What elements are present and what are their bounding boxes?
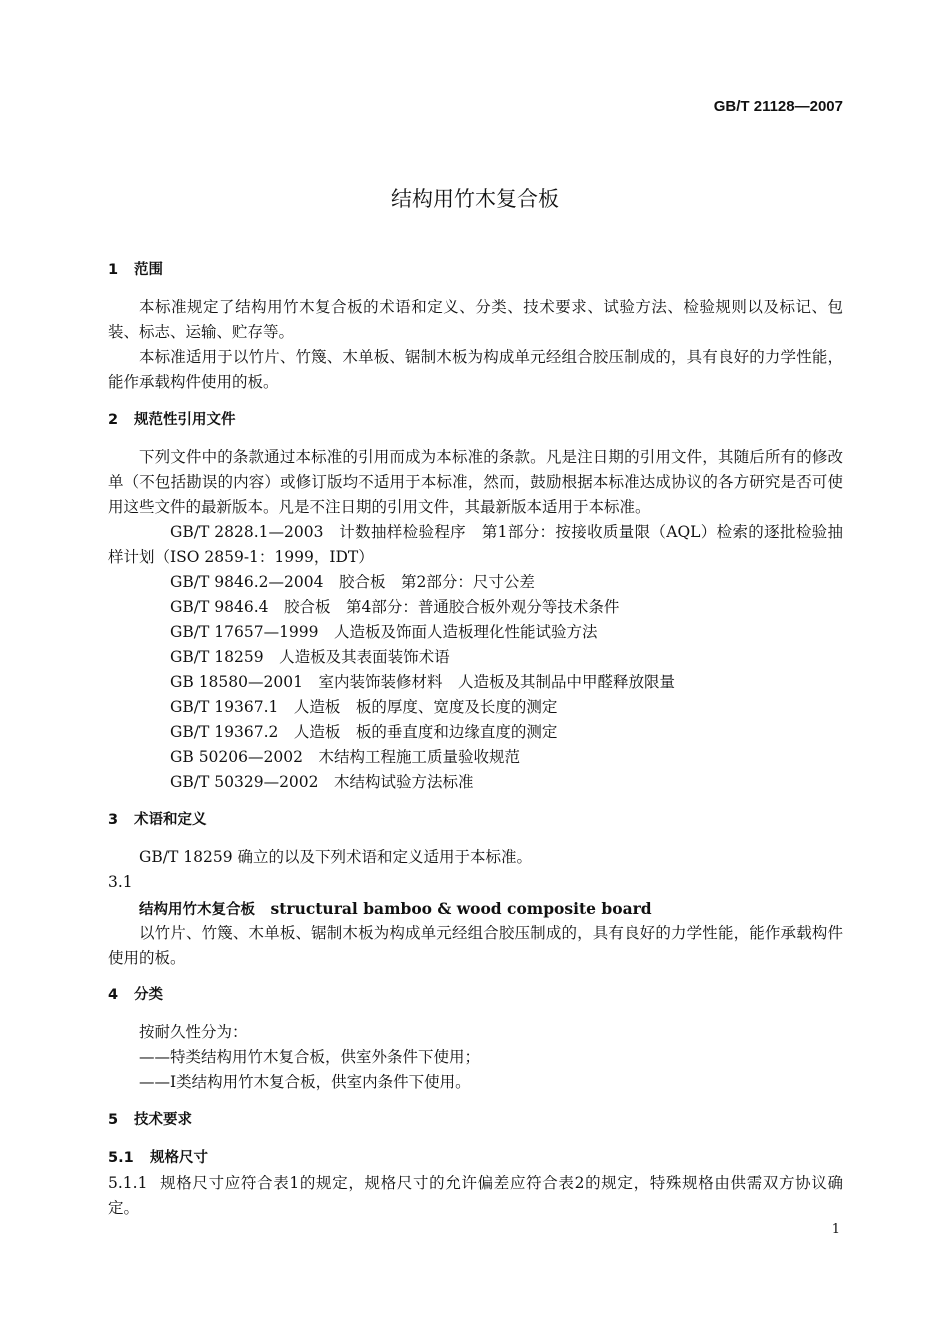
reference-item [108, 570, 843, 595]
section-title: 范围 [134, 262, 163, 278]
reference-code: GB/T 18259 [170, 648, 264, 666]
reference-item [108, 720, 843, 745]
subsection-heading [108, 1146, 843, 1171]
reference-item [108, 645, 843, 670]
reference-title: 木结构试验方法标准 [334, 773, 474, 791]
subsection-title: 规格尺寸 [150, 1150, 208, 1166]
document-title: 结构用竹木复合板 [391, 187, 559, 211]
subsection-number: 3.1 [108, 873, 133, 891]
section-5-heading [108, 1108, 843, 1133]
reference-item [108, 745, 843, 770]
reference-title: 人造板 板的垂直度和边缘直度的测定 [293, 723, 558, 741]
reference-title: 胶合板 第4部分：普通胶合板外观分等技术条件 [284, 598, 620, 616]
reference-title: 木结构工程施工质量验收规范 [318, 748, 520, 766]
standard-number: GB/T 21128—2007 [713, 98, 843, 115]
reference-code: GB/T 9846.2—2004 [170, 573, 324, 591]
reference-code: GB/T 19367.2 [170, 723, 279, 741]
section-title: 分类 [134, 987, 163, 1003]
list-item: ——Ⅰ类结构用竹木复合板，供室内条件下使用。 [139, 1073, 471, 1091]
reference-title: 室内装饰装修材料 人造板及其制品中甲醛释放限量 [318, 673, 675, 691]
reference-list [108, 520, 843, 795]
term-entry [108, 896, 874, 923]
section-number: 4 [108, 987, 119, 1003]
term-definition: 以竹片、竹篾、木单板、锯制木板为构成单元经组合胶压制成的，具有良好的力学性能，能作承载构件使用的板。 [108, 924, 843, 967]
reference-item [108, 695, 843, 720]
reference-code: GB/T 9846.4 [170, 598, 269, 616]
paragraph: 下列文件中的条款通过本标准的引用而成为本标准的条款。凡是注日期的引用文件，其随后所有的修改单（不包括勘误的内容）或修订版均不适用于本标准，然而，鼓励根据本标准达成协议的各方研究是否可使用这些文件的最新版本。凡是不注日期的引用文件，其最新版本适用于本标准。 [108, 448, 843, 516]
reference-code: GB 50206—2002 [170, 748, 303, 766]
paragraph: GB/T 18259 确立的以及下列术语和定义适用于本标准。 [139, 848, 532, 866]
section-number: 2 [108, 412, 119, 428]
reference-title: 人造板 板的厚度、宽度及长度的测定 [293, 698, 558, 716]
term-en: structural bamboo & wood composite board [270, 899, 652, 918]
reference-item [108, 620, 843, 645]
reference-code: GB/T 50329—2002 [170, 773, 319, 791]
reference-item [108, 670, 843, 695]
reference-title: 人造板及其表面装饰术语 [279, 648, 450, 666]
reference-title: 计数抽样检验程序 第1部分：按接收质量限（AQL）检索的逐批检验抽样计划（ISO 2859-1：1999，IDT） [108, 523, 843, 566]
list-item: ——特类结构用竹木复合板，供室外条件下使用； [139, 1048, 481, 1066]
section-number: 3 [108, 812, 119, 828]
section-title: 技术要求 [134, 1112, 192, 1128]
reference-title: 人造板及饰面人造板理化性能试验方法 [334, 623, 598, 641]
section-number: 5 [108, 1112, 119, 1128]
reference-code: GB/T 2828.1—2003 [170, 523, 324, 541]
section-4-heading [108, 983, 843, 1008]
paragraph: 本标准适用于以竹片、竹篾、木单板、锯制木板为构成单元经组合胶压制成的，具有良好的力学性能，能作承载构件使用的板。 [108, 348, 843, 391]
section-title: 规范性引用文件 [134, 412, 236, 428]
clause [108, 1171, 843, 1221]
reference-item [108, 770, 843, 795]
term-cn: 结构用竹木复合板 [139, 902, 255, 918]
reference-code: GB 18580—2001 [170, 673, 303, 691]
subsection-number: 5.1 [108, 1150, 134, 1166]
section-title: 术语和定义 [134, 812, 207, 828]
reference-code: GB/T 17657—1999 [170, 623, 319, 641]
reference-item [108, 595, 843, 620]
page-number: 1 [831, 1222, 840, 1237]
section-1-heading [108, 258, 843, 283]
clause-number: 5.1.1 [108, 1174, 148, 1192]
clause-text: 规格尺寸应符合表1的规定，规格尺寸的允许偏差应符合表2的规定，特殊规格由供需双方协议确定。 [108, 1174, 843, 1217]
reference-code: GB/T 19367.1 [170, 698, 279, 716]
reference-title: 胶合板 第2部分：尺寸公差 [338, 573, 535, 591]
paragraph: 本标准规定了结构用竹木复合板的术语和定义、分类、技术要求、试验方法、检验规则以及标记、包装、标志、运输、贮存等。 [108, 298, 843, 341]
section-2-heading [108, 408, 843, 433]
section-3-heading [108, 808, 843, 833]
section-number: 1 [108, 262, 119, 278]
paragraph: 按耐久性分为： [139, 1023, 248, 1041]
reference-item [108, 520, 843, 570]
